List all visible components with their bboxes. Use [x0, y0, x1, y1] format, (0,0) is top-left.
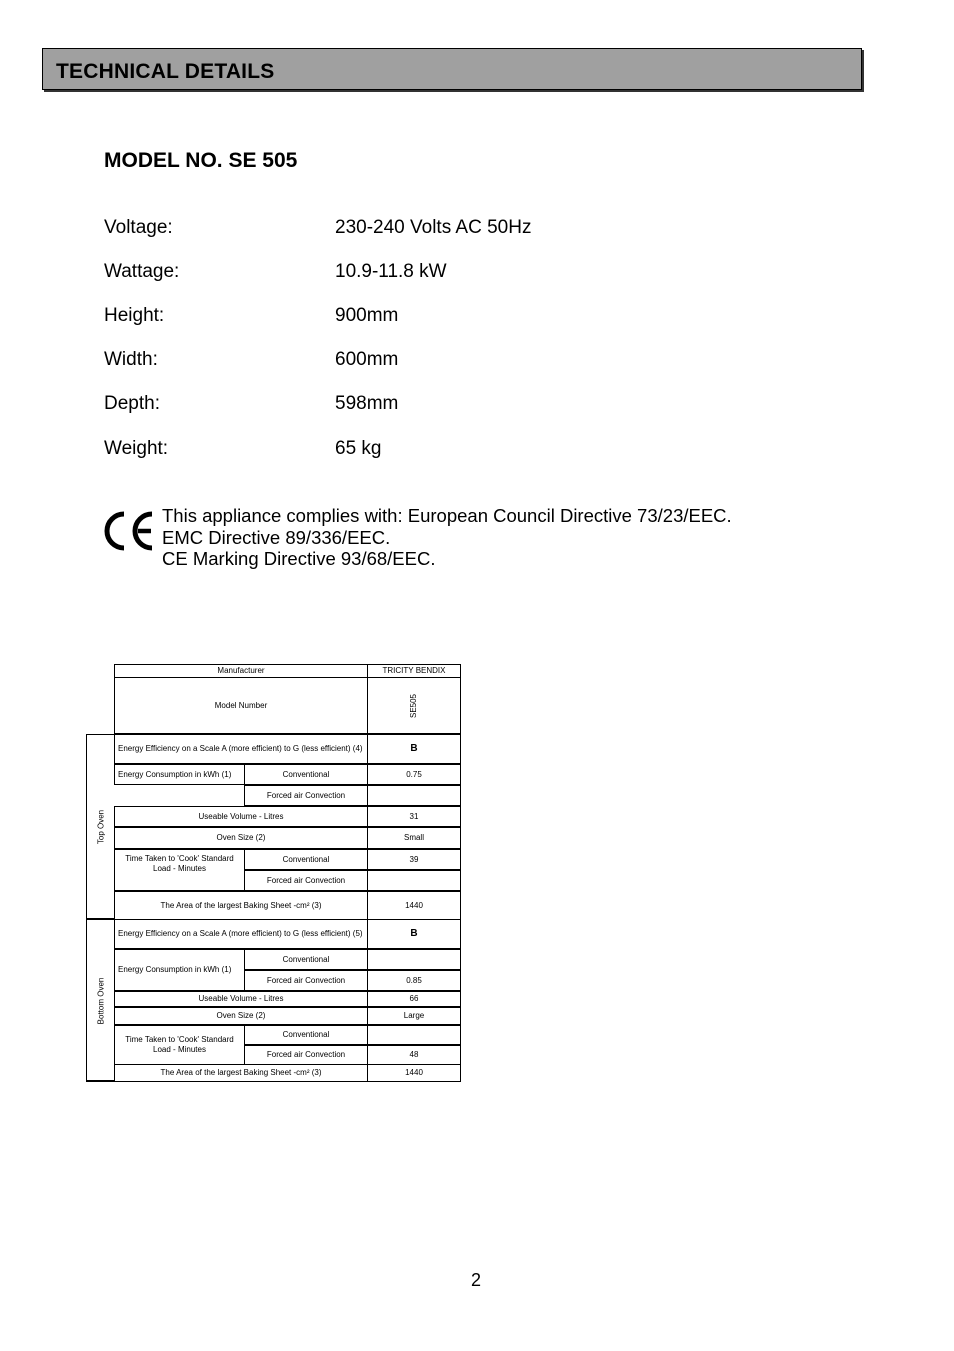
spec-value: 598mm	[335, 393, 399, 414]
top-size-value: Small	[367, 827, 461, 849]
section-title: TECHNICAL DETAILS	[56, 60, 275, 83]
top-size-label: Oven Size (2)	[114, 827, 368, 849]
top-time-label: Time Taken to 'Cook' Standard Load - Minutes	[114, 849, 245, 891]
bottom-consumption-conventional-label: Conventional	[244, 949, 368, 970]
top-time-forced-label: Forced air Convection	[244, 870, 368, 891]
spec-label: Wattage:	[104, 261, 180, 282]
top-efficiency-label: Energy Efficiency on a Scale A (more efficient) to G (less efficient) (4)	[114, 734, 368, 764]
spec-label: Height:	[104, 305, 165, 326]
top-oven-label: Top Oven	[96, 809, 105, 845]
bottom-time-conventional-label: Conventional	[244, 1025, 368, 1045]
manufacturer-value: TRICITY BENDIX	[367, 664, 461, 678]
top-time-forced-value	[367, 870, 461, 891]
compliance-line: CE Marking Directive 93/68/EEC.	[162, 548, 436, 570]
page-number: 2	[471, 1270, 482, 1290]
bottom-volume-label: Useable Volume - Litres	[114, 991, 368, 1007]
bottom-size-label: Oven Size (2)	[114, 1007, 368, 1025]
spec-value: 65 kg	[335, 438, 382, 459]
bottom-efficiency-label: Energy Efficiency on a Scale A (more efficient) to G (less efficient) (5)	[114, 919, 368, 949]
spec-value: 900mm	[335, 305, 399, 326]
compliance-statement	[162, 505, 732, 570]
compliance-line: EMC Directive 89/336/EEC.	[162, 526, 391, 548]
spec-value: 10.9-11.8 kW	[335, 261, 447, 282]
manufacturer-label: Manufacturer	[114, 664, 368, 678]
top-consumption-conventional-value: 0.75	[367, 764, 461, 785]
bottom-time-forced-label: Forced air Convection	[244, 1045, 368, 1065]
top-area-value: 1440	[367, 891, 461, 920]
bottom-size-value: Large	[367, 1007, 461, 1025]
spec-value: 600mm	[335, 349, 399, 370]
bottom-consumption-forced-label: Forced air Convection	[244, 970, 368, 991]
top-volume-label: Useable Volume - Litres	[114, 806, 368, 827]
bottom-time-conventional-value	[367, 1025, 461, 1045]
compliance-line: This appliance complies with: European Council Directive 73/23/EEC.	[162, 505, 732, 526]
spec-label: Depth:	[104, 393, 160, 414]
bottom-time-label: Time Taken to 'Cook' Standard Load - Minutes	[114, 1025, 245, 1065]
section-header	[42, 48, 862, 90]
bottom-area-label: The Area of the largest Baking Sheet -cm² (3)	[114, 1064, 368, 1082]
spec-label: Width:	[104, 349, 158, 370]
top-oven-side	[86, 734, 114, 920]
model-number-label: Model Number	[114, 677, 368, 734]
ce-mark-icon	[102, 510, 158, 552]
bottom-area-value: 1440	[367, 1064, 461, 1082]
bottom-oven-label: Bottom Oven	[96, 977, 105, 1024]
top-time-conventional-label: Conventional	[244, 849, 368, 870]
bottom-time-forced-value: 48	[367, 1045, 461, 1065]
section-divider	[86, 918, 114, 920]
bottom-efficiency-value: B	[367, 919, 461, 949]
spec-label: Voltage:	[104, 217, 173, 238]
top-consumption-forced-label: Forced air Convection	[244, 785, 368, 806]
model-number-value: SE505	[409, 693, 418, 718]
model-number-cell	[367, 677, 461, 734]
top-efficiency-value: B	[367, 734, 461, 764]
bottom-consumption-label: Energy Consumption in kWh (1)	[114, 949, 245, 991]
top-time-conventional-value: 39	[367, 849, 461, 870]
spec-label: Weight:	[104, 438, 169, 459]
bottom-consumption-forced-value: 0.85	[367, 970, 461, 991]
spec-value: 230-240 Volts AC 50Hz	[335, 217, 532, 238]
bottom-oven-side	[86, 919, 114, 1082]
top-area-label: The Area of the largest Baking Sheet -cm² (3)	[114, 891, 368, 920]
top-consumption-conventional-label: Conventional	[244, 764, 368, 785]
table-bottom-rule	[86, 1080, 114, 1082]
model-title: MODEL NO. SE 505	[104, 149, 298, 172]
top-volume-value: 31	[367, 806, 461, 827]
bottom-volume-value: 66	[367, 991, 461, 1007]
top-consumption-forced-value	[367, 785, 461, 806]
top-consumption-label: Energy Consumption in kWh (1)	[114, 764, 245, 785]
bottom-consumption-conventional-value	[367, 949, 461, 970]
